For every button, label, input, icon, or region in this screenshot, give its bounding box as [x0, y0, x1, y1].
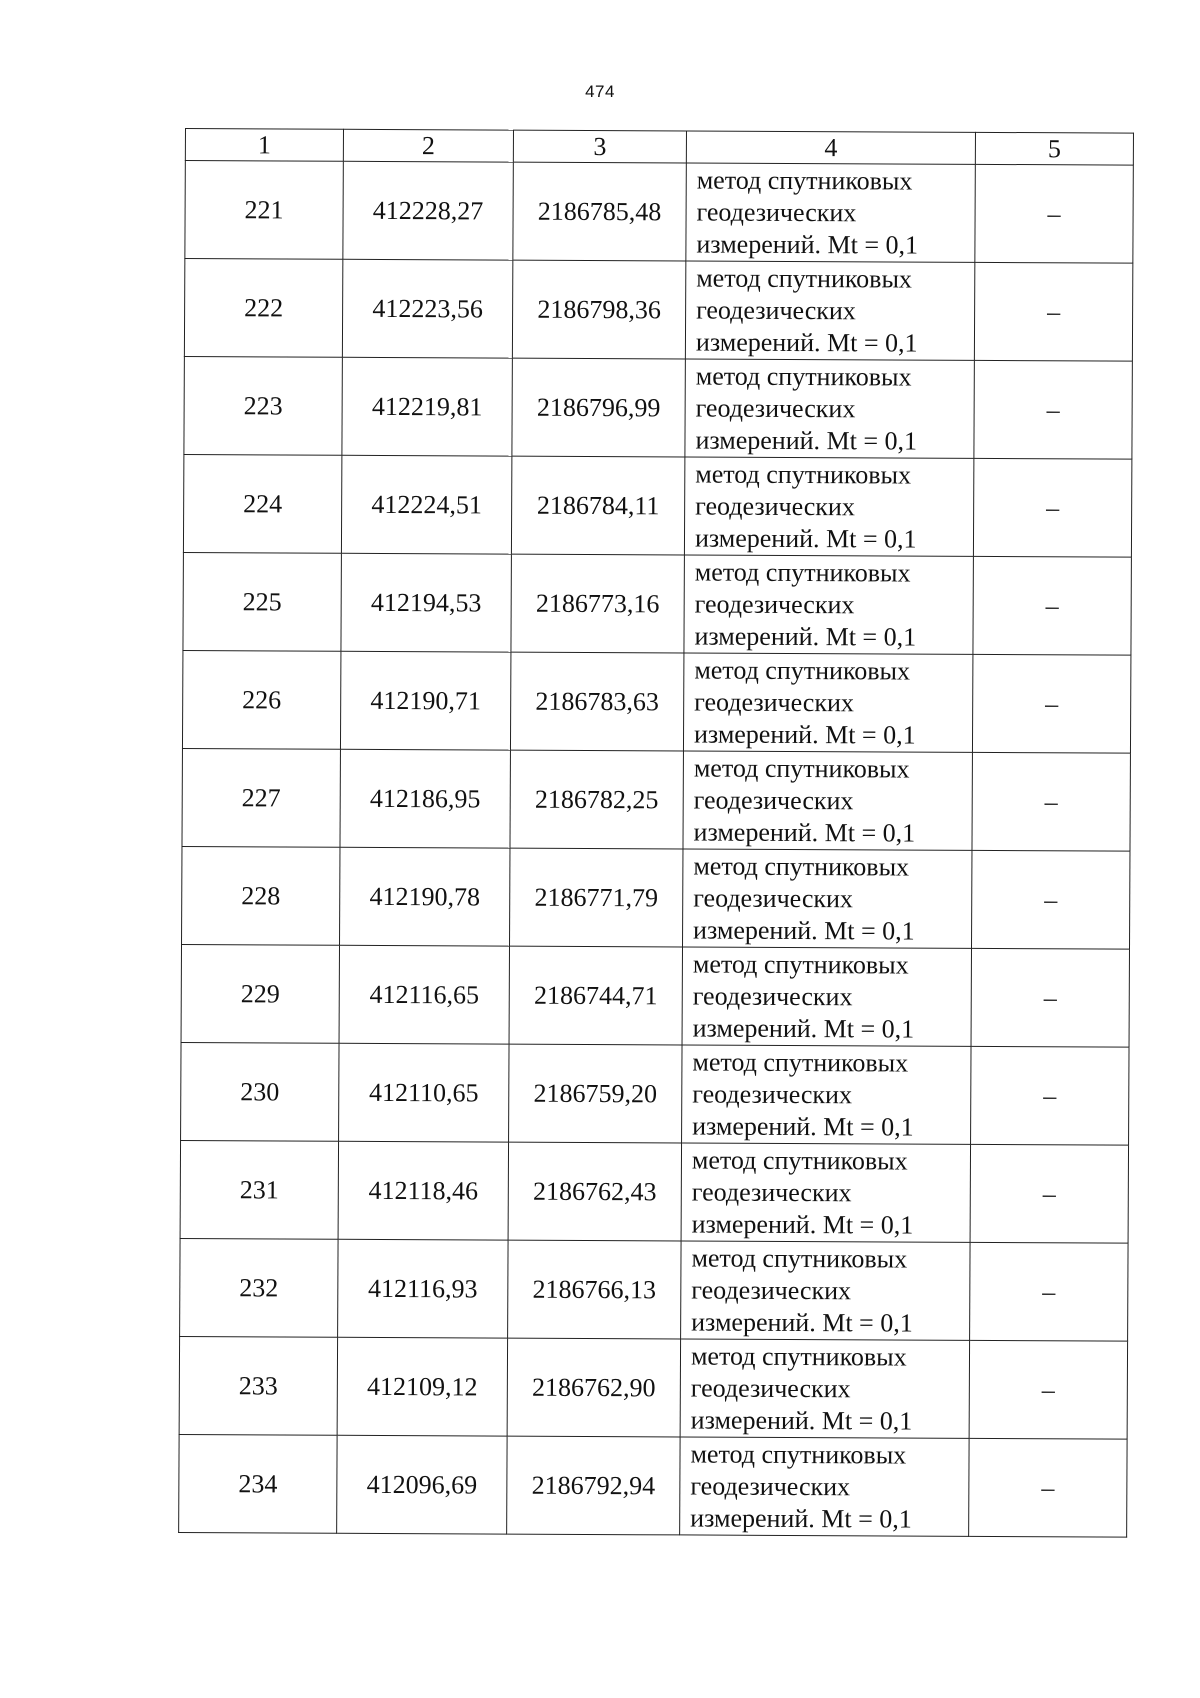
method-text-line: метод спутниковых [695, 458, 912, 490]
x-coordinate-cell: 412186,95 [340, 749, 510, 848]
table-row [181, 944, 1129, 1047]
method-cell [686, 163, 975, 262]
point-number-cell: 227 [182, 748, 340, 847]
table-row [182, 846, 1130, 949]
point-number-cell: 224 [183, 454, 341, 553]
point-number-cell: 223 [184, 356, 342, 455]
point-number-cell: 230 [181, 1042, 339, 1141]
method-text-line: измерений. Mt = 0,1 [691, 1208, 914, 1240]
method-cell [683, 849, 972, 948]
note-cell: – [969, 1438, 1127, 1537]
table-row [183, 454, 1131, 557]
y-coordinate-cell: 2186771,79 [510, 848, 683, 947]
method-text-line: метод спутниковых [690, 1438, 907, 1470]
method-cell [683, 653, 972, 752]
method-cell [681, 1143, 970, 1242]
point-number-cell: 231 [180, 1140, 338, 1239]
point-number-cell: 222 [184, 259, 342, 358]
method-text-line: измерений. Mt = 0,1 [693, 816, 916, 848]
method-text-line: метод спутниковых [692, 948, 909, 980]
method-text-line: геодезических [691, 1274, 852, 1305]
x-coordinate-cell: 412228,27 [343, 161, 513, 260]
table-row [179, 1336, 1127, 1439]
note-cell: – [972, 752, 1130, 851]
x-coordinate-cell: 412223,56 [342, 259, 512, 358]
note-cell: – [972, 850, 1130, 949]
method-text-line: измерений. Mt = 0,1 [692, 1110, 914, 1142]
column-header: 3 [513, 130, 686, 163]
point-number-cell: 229 [181, 944, 339, 1043]
method-text-line: измерений. Mt = 0,1 [695, 326, 918, 358]
note-cell: – [973, 556, 1131, 655]
method-text-line: метод спутниковых [690, 1340, 907, 1372]
method-cell [682, 1045, 971, 1144]
method-text-line: геодезических [696, 295, 856, 325]
point-number-cell: 228 [182, 846, 340, 945]
y-coordinate-cell: 2186762,90 [507, 1338, 680, 1437]
method-text-line: измерений. Mt = 0,1 [695, 424, 918, 456]
x-coordinate-cell: 412096,69 [337, 1435, 507, 1534]
point-number-cell: 232 [180, 1238, 338, 1337]
method-text-line: метод спутниковых [694, 556, 911, 588]
table-row [183, 552, 1131, 655]
table-row [180, 1140, 1128, 1243]
y-coordinate-cell: 2186798,36 [512, 260, 685, 359]
note-cell: – [973, 458, 1131, 557]
method-text-line: метод спутниковых [696, 165, 913, 196]
y-coordinate-cell: 2186766,13 [508, 1240, 681, 1339]
point-number-cell: 226 [182, 650, 340, 749]
y-coordinate-cell: 2186762,43 [508, 1142, 681, 1241]
method-text-line: измерений. Mt = 0,1 [691, 1306, 913, 1338]
coordinates-table [178, 128, 1134, 1538]
method-text-line: метод спутниковых [693, 850, 910, 882]
method-text-line: геодезических [696, 197, 857, 227]
table-row [181, 1042, 1129, 1145]
method-text-line: геодезических [690, 1470, 851, 1501]
method-text-line: измерений. Mt = 0,1 [696, 229, 919, 260]
x-coordinate-cell: 412190,78 [340, 847, 510, 946]
method-text-line: метод спутниковых [691, 1242, 908, 1274]
method-text-line: измерений. Mt = 0,1 [692, 1012, 915, 1044]
note-cell: – [971, 1046, 1129, 1145]
note-cell: – [969, 1340, 1127, 1439]
method-text-line: метод спутниковых [692, 1046, 909, 1078]
method-text-line: измерений. Mt = 0,1 [693, 914, 915, 946]
x-coordinate-cell: 412110,65 [339, 1043, 509, 1142]
method-cell [680, 1437, 969, 1536]
method-cell [684, 457, 973, 556]
method-cell [684, 555, 973, 654]
note-cell: – [972, 654, 1130, 753]
method-cell [685, 261, 974, 360]
method-text-line: измерений. Mt = 0,1 [690, 1404, 913, 1436]
method-text-line: метод спутниковых [691, 1144, 908, 1176]
note-cell: – [974, 360, 1132, 459]
y-coordinate-cell: 2186782,25 [510, 750, 683, 849]
x-coordinate-cell: 412219,81 [342, 357, 512, 456]
method-text-line: геодезических [691, 1176, 852, 1207]
x-coordinate-cell: 412116,65 [339, 945, 509, 1044]
method-text-line: геодезических [693, 882, 854, 913]
table-row [184, 259, 1132, 362]
x-coordinate-cell: 412224,51 [341, 455, 511, 554]
y-coordinate-cell: 2186785,48 [513, 162, 686, 261]
x-coordinate-cell: 412118,46 [338, 1141, 508, 1240]
x-coordinate-cell: 412116,93 [338, 1239, 508, 1338]
note-cell: – [970, 1242, 1128, 1341]
table-header [185, 129, 1133, 166]
table-row [180, 1238, 1128, 1341]
method-text-line: геодезических [693, 784, 854, 815]
method-cell [685, 359, 974, 458]
method-text-line: геодезических [694, 686, 855, 717]
method-text-line: измерений. Mt = 0,1 [694, 620, 917, 652]
column-header: 5 [975, 132, 1133, 165]
note-cell: – [971, 948, 1129, 1047]
y-coordinate-cell: 2186784,11 [511, 456, 684, 555]
method-text-line: геодезических [692, 1078, 853, 1109]
method-text-line: измерений. Mt = 0,1 [690, 1502, 912, 1534]
method-text-line: геодезических [692, 980, 853, 1011]
method-cell [682, 947, 971, 1046]
header-row [185, 129, 1133, 166]
point-number-cell: 225 [183, 552, 341, 651]
method-text-line: метод спутниковых [696, 263, 913, 294]
table-body [179, 161, 1134, 1538]
table-row [182, 650, 1130, 753]
method-cell [683, 751, 972, 850]
x-coordinate-cell: 412190,71 [340, 651, 510, 750]
method-text-line: метод спутниковых [694, 654, 911, 686]
point-number-cell: 221 [185, 161, 343, 260]
table-row [182, 748, 1130, 851]
note-cell: – [970, 1144, 1128, 1243]
y-coordinate-cell: 2186796,99 [512, 358, 685, 457]
page-number: 474 [585, 82, 615, 101]
column-header: 4 [686, 131, 975, 164]
method-cell [680, 1339, 969, 1438]
table-row [179, 1434, 1127, 1537]
y-coordinate-cell: 2186773,16 [511, 554, 684, 653]
column-header: 2 [343, 129, 513, 162]
method-text-line: измерений. Mt = 0,1 [694, 522, 917, 554]
point-number-cell: 234 [179, 1434, 337, 1533]
y-coordinate-cell: 2186744,71 [509, 946, 682, 1045]
note-cell: – [974, 262, 1132, 361]
method-text-line: геодезических [694, 588, 855, 619]
method-text-line: метод спутниковых [695, 360, 912, 392]
x-coordinate-cell: 412109,12 [337, 1337, 507, 1436]
y-coordinate-cell: 2186783,63 [510, 652, 683, 751]
table-row [185, 161, 1133, 264]
method-text-line: геодезических [690, 1372, 851, 1403]
method-text-line: геодезических [695, 392, 856, 423]
method-cell [681, 1241, 970, 1340]
y-coordinate-cell: 2186759,20 [509, 1044, 682, 1143]
point-number-cell: 233 [179, 1336, 337, 1435]
method-text-line: измерений. Mt = 0,1 [693, 718, 916, 750]
x-coordinate-cell: 412194,53 [341, 553, 511, 652]
method-text-line: геодезических [695, 490, 855, 521]
table-row [184, 356, 1132, 459]
column-header: 1 [185, 129, 343, 162]
method-text-line: метод спутниковых [693, 752, 910, 784]
note-cell: – [975, 164, 1133, 263]
y-coordinate-cell: 2186792,94 [507, 1436, 680, 1535]
